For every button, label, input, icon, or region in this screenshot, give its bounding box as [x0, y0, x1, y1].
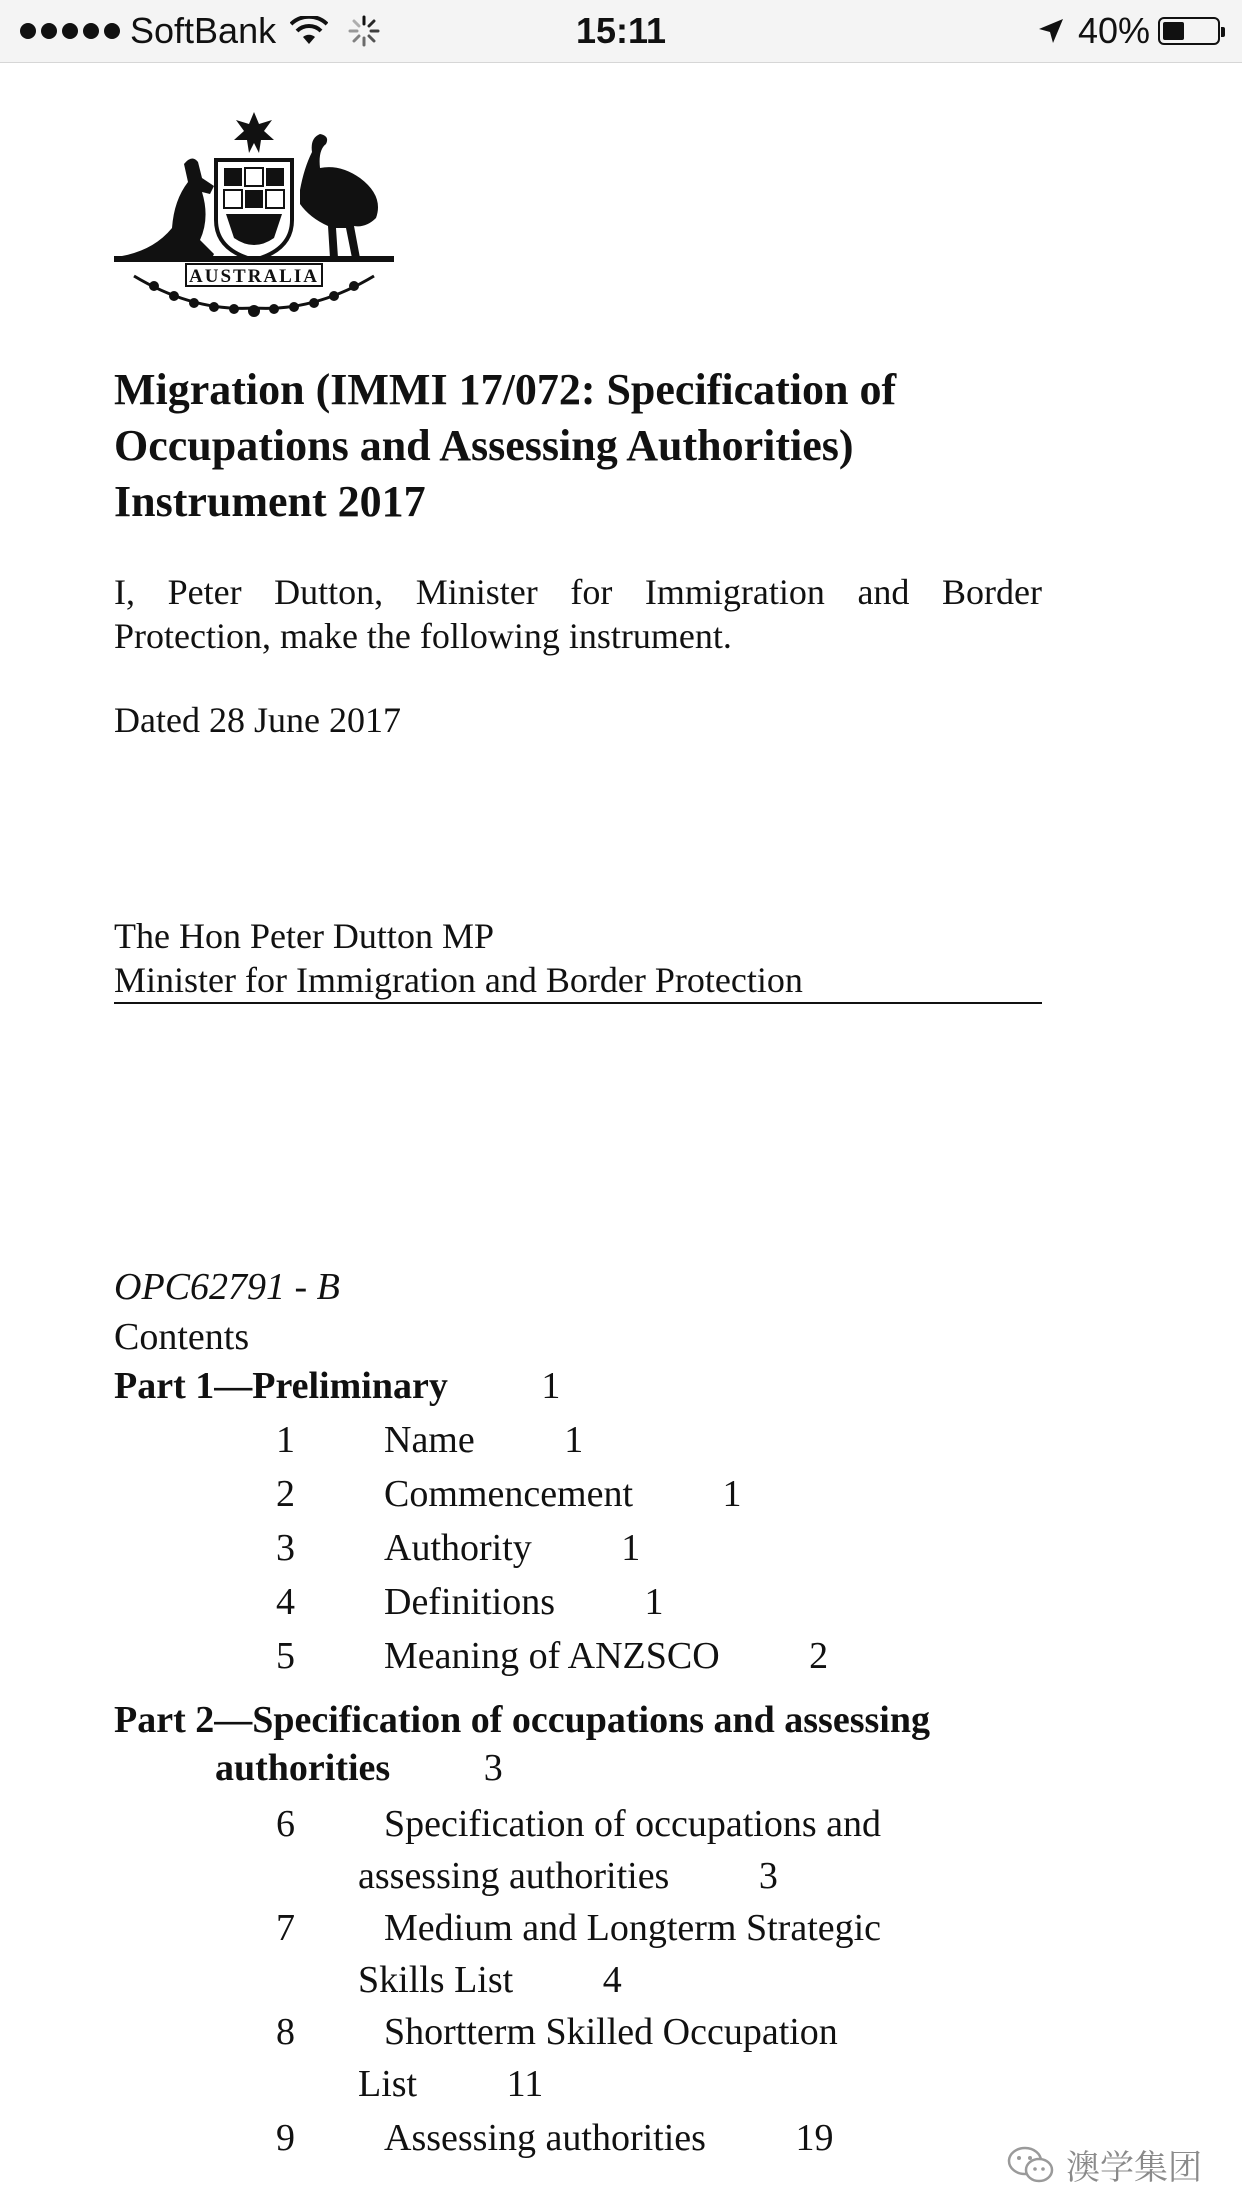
toc-item-label: assessing authorities	[358, 1855, 670, 1897]
toc-part-2-label-line1: Part 2—Specification of occupations and assessing	[114, 1699, 930, 1741]
signer-title: Minister for Immigration and Border Protection	[114, 960, 803, 1000]
toc-item-number: 6	[276, 1803, 295, 1845]
toc-item[interactable]	[384, 2114, 833, 2162]
toc-item-label-line2[interactable]	[358, 1852, 778, 1900]
signature-rule	[114, 1002, 1042, 1004]
toc-item-page: 1	[621, 1527, 641, 1569]
toc-item[interactable]	[384, 1524, 640, 1572]
toc-item[interactable]	[384, 1470, 742, 1518]
location-arrow-icon	[1036, 16, 1066, 46]
clock-time: 15:11	[575, 10, 667, 51]
toc-item[interactable]	[384, 1416, 583, 1464]
crest-banner-text: AUSTRALIA	[189, 266, 319, 287]
toc-item-number: 1	[276, 1419, 295, 1461]
toc-item-page: 1	[644, 1581, 664, 1623]
toc-item[interactable]	[384, 1578, 663, 1626]
toc-part-2-label-line2: authorities	[215, 1747, 391, 1789]
toc-item-page: 2	[809, 1635, 829, 1677]
toc-item-number: 3	[276, 1527, 295, 1569]
toc-part-2-page: 3	[483, 1747, 503, 1789]
toc-part-1-label: Part 1—Preliminary	[114, 1365, 448, 1407]
toc-item-label: Definitions	[384, 1581, 555, 1623]
toc-item-number: 2	[276, 1473, 295, 1515]
toc-item-label: Authority	[384, 1527, 532, 1569]
status-bar-right	[1036, 10, 1220, 52]
watermark-text: 澳学集团	[1066, 2148, 1202, 2188]
date-line: Dated 28 June 2017	[114, 700, 401, 740]
toc-item-label: Commencement	[384, 1473, 634, 1515]
toc-part-1[interactable]	[114, 1362, 560, 1410]
toc-item-label: List	[358, 2063, 418, 2105]
toc-item-page: 11	[506, 2063, 544, 2105]
toc-part-2[interactable]	[114, 1696, 930, 1792]
signer-name: The Hon Peter Dutton MP	[114, 916, 494, 956]
carrier-name: SoftBank	[130, 10, 277, 51]
toc-item-page: 3	[758, 1855, 778, 1897]
battery-level-fill	[1163, 22, 1184, 40]
toc-item-label: Skills List	[358, 1959, 514, 2001]
australian-coat-of-arms-logo	[114, 108, 394, 318]
contents-heading: Contents	[114, 1316, 250, 1358]
toc-item-label-line1[interactable]: Shortterm Skilled Occupation	[384, 2011, 838, 2053]
intro-paragraph: I, Peter Dutton, Minister for Immigration and Border Protection, make the following instrument.	[114, 572, 1042, 656]
toc-item-number: 4	[276, 1581, 295, 1623]
document-code: OPC62791 - B	[114, 1266, 340, 1308]
toc-item-number: 8	[276, 2011, 295, 2053]
toc-item-number: 5	[276, 1635, 295, 1677]
toc-item-number: 9	[276, 2117, 295, 2159]
toc-item-label-line2[interactable]	[358, 1956, 622, 2004]
battery-percentage: 40%	[1077, 10, 1150, 51]
toc-item-page: 1	[564, 1419, 584, 1461]
status-bar	[0, 0, 1242, 63]
toc-item-label-line2[interactable]	[358, 2060, 543, 2108]
toc-part-1-page: 1	[541, 1365, 561, 1407]
toc-item-label: Meaning of ANZSCO	[384, 1635, 720, 1677]
battery-icon	[1158, 17, 1220, 45]
toc-item-page: 19	[795, 2117, 834, 2159]
toc-item-label: Assessing authorities	[384, 2117, 706, 2159]
wechat-watermark	[1006, 2140, 1202, 2189]
document-title: Migration (IMMI 17/072: Specification of Occupations and Assessing Authorities) Instrument 2017	[114, 365, 897, 526]
signature-block	[114, 914, 1042, 1002]
toc-item-number: 7	[276, 1907, 295, 1949]
toc-item-label-line1[interactable]: Medium and Longterm Strategic	[384, 1907, 882, 1949]
wechat-icon	[1006, 2145, 1056, 2185]
toc-item-label: Name	[384, 1419, 475, 1461]
toc-item-page: 1	[722, 1473, 742, 1515]
toc-item-page: 4	[602, 1959, 622, 2001]
toc-item[interactable]	[384, 1632, 828, 1680]
toc-item-label-line1[interactable]: Specification of occupations and	[384, 1803, 882, 1845]
